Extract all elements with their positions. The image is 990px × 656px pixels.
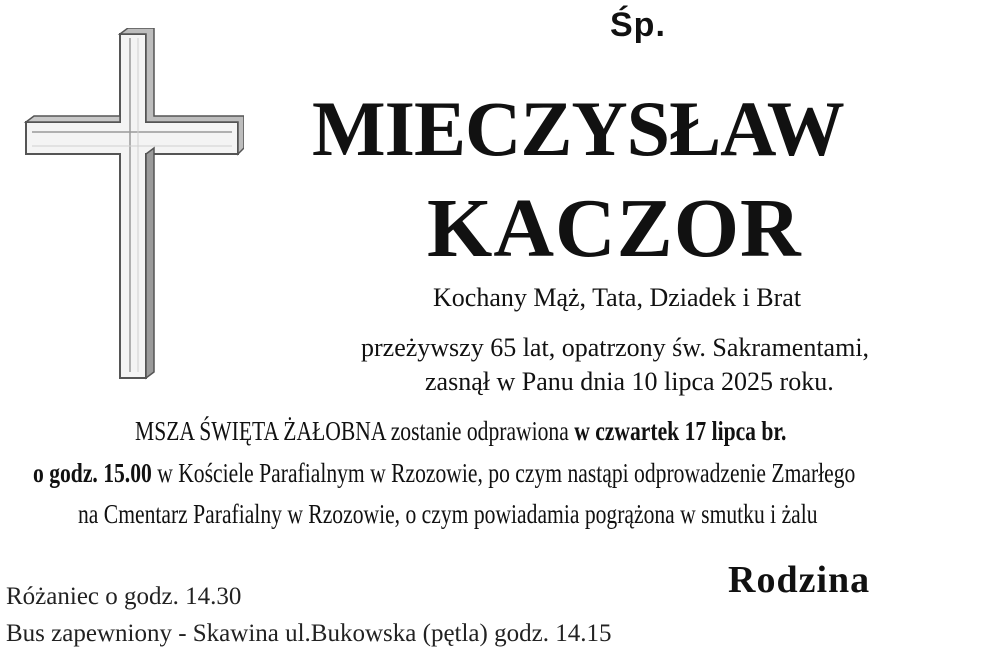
last-name: KACZOR bbox=[427, 182, 802, 275]
first-name: MIECZYSŁAW bbox=[312, 85, 844, 172]
mass-title: MSZA ŚWIĘTA ŻAŁOBNA bbox=[135, 416, 386, 446]
death-line: zasnął w Panu dnia 10 lipca 2025 roku. bbox=[425, 367, 834, 396]
mass-date: w czwartek 17 lipca br. bbox=[574, 416, 787, 446]
mass-line-1 bbox=[135, 416, 786, 447]
rosary-note: Różaniec o godz. 14.30 bbox=[6, 583, 242, 610]
mass-text: zostanie odprawiona bbox=[385, 416, 575, 446]
mass-line-2 bbox=[33, 458, 855, 489]
age-line: przeżywszy 65 lat, opatrzony św. Sakramentami, bbox=[361, 333, 870, 362]
signature: Rodzina bbox=[728, 559, 871, 601]
bus-note: Bus zapewniony - Skawina ul.Bukowska (pętla) godz. 14.15 bbox=[6, 620, 612, 647]
mass-place: w Kościele Parafialnym w Rzozowie, po czym nastąpi odprowadzenie Zmarłego bbox=[151, 458, 856, 488]
mass-time: o godz. 15.00 bbox=[33, 458, 152, 488]
family-roles: Kochany Mąż, Tata, Dziadek i Brat bbox=[433, 283, 802, 312]
cross-icon bbox=[20, 28, 244, 382]
mass-line-3: na Cmentarz Parafialny w Rzozowie, o czym powiadamia pogrążona w smutku i żalu bbox=[78, 499, 818, 529]
prefix-title: Śp. bbox=[610, 6, 666, 44]
